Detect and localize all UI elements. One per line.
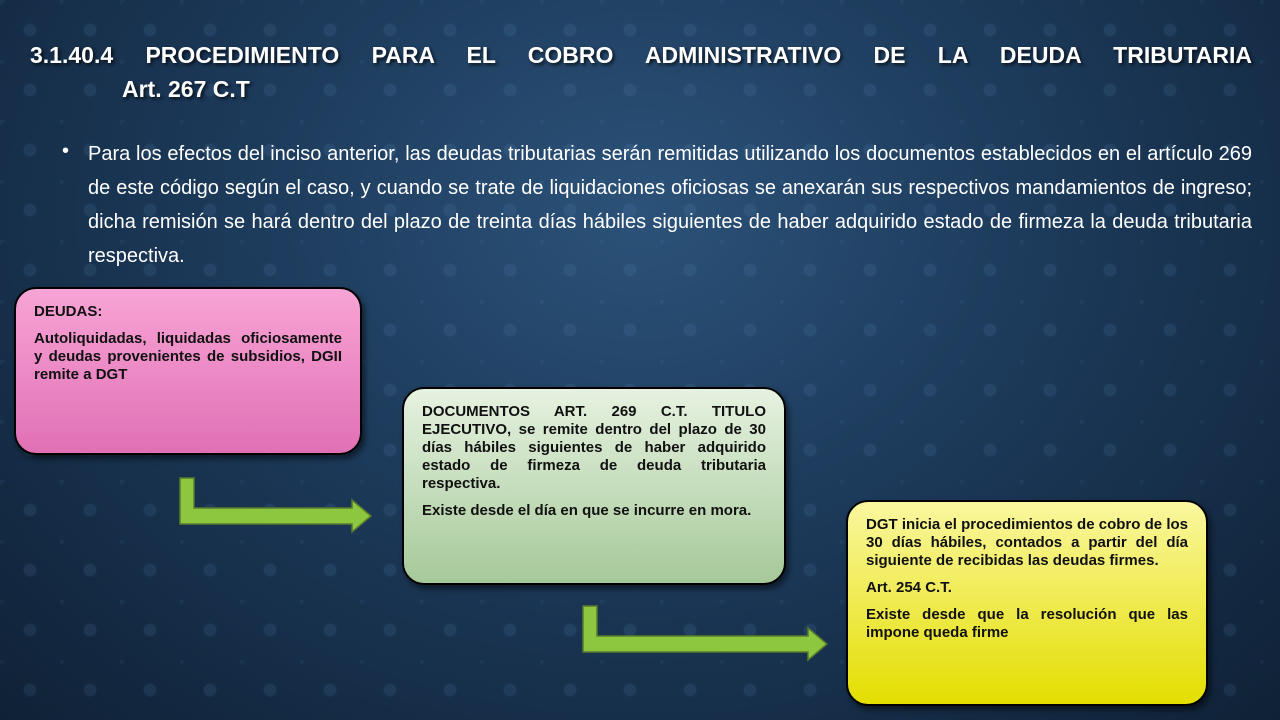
bullet-paragraph: Para los efectos del inciso anterior, las deudas tributarias serán remitidas utilizando los documentos establecidos en el artículo 269 de este código según el caso, y cuando se trate de liquidaciones oficiosas se anexarán sus respectivos mandamientos de ingreso; dicha remisión se hará dentro del plazo de treinta días hábiles siguientes de haber adquirido estado de firmeza la deuda tributaria respectiva.	[88, 143, 1252, 267]
dgt-firme-text: Existe desde que la resolución que las impone queda firme	[866, 606, 1188, 641]
bent-arrow-1	[180, 478, 371, 532]
bent-arrow-2	[583, 606, 827, 660]
slide-title: 3.1.40.4 PROCEDIMIENTO PARA EL COBRO ADMINISTRATIVO DE LA DEUDA TRIBUTARIA	[30, 42, 1252, 68]
documentos-text: DOCUMENTOS ART. 269 C.T. TITULO EJECUTIVO, se remite dentro del plazo de 30 días hábiles siguientes de haber adquirido estado de firmeza de deuda tributaria respectiva.	[422, 403, 766, 492]
documentos-mora-text: Existe desde el día en que se incurre en mora.	[422, 502, 752, 519]
slide-title-article: Art. 267 C.T	[122, 76, 250, 102]
deudas-text: Autoliquidadas, liquidadas oficiosamente y deudas provenientes de subsidios, DGII remite a DGT	[34, 330, 342, 383]
dgt-article: Art. 254 C.T.	[866, 579, 952, 596]
dgt-text: DGT inicia el procedimientos de cobro de los 30 días hábiles, contados a partir del día siguiente de recibidas las deudas firmes.	[866, 516, 1188, 569]
deudas-heading: DEUDAS:	[34, 303, 103, 320]
bullet-marker: •	[62, 140, 70, 162]
